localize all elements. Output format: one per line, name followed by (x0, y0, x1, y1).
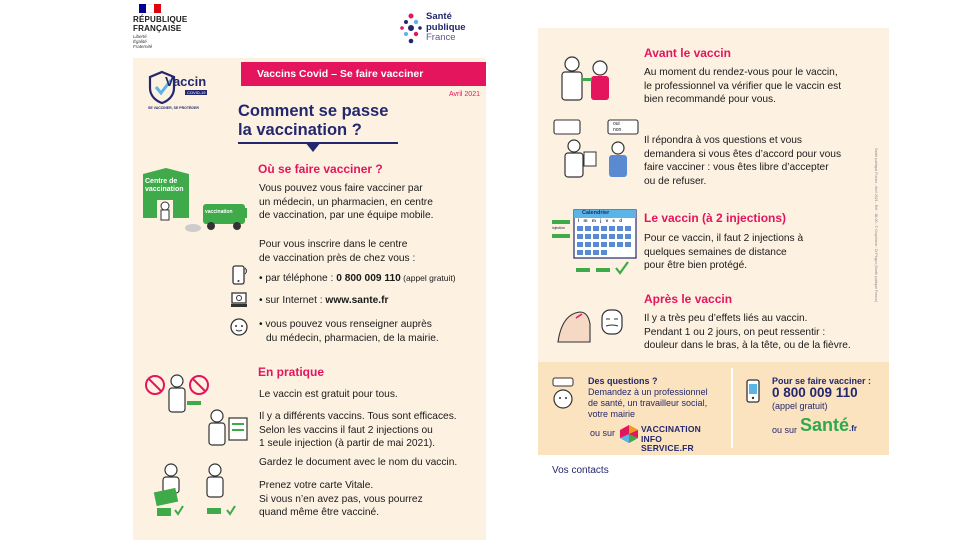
practice-keep: Gardez le document avec le nom du vaccin. (259, 457, 458, 468)
banner-title: Vaccins Covid – Se faire vacciner (241, 62, 486, 86)
vitale-card-illustration (151, 462, 251, 520)
republique-francaise-logo (133, 4, 213, 52)
practice-vitale: Prenez votre carte Vitale. Si vous n’en avez pas, vous pourrez quand même être vacciné. (259, 480, 423, 518)
or-on-label-1: ou sur (590, 428, 616, 438)
calendar-title: Calendrier (582, 210, 610, 216)
section-title-where: Où se faire vacciner ? (258, 162, 383, 176)
person-info-icon (229, 317, 249, 337)
questions-text: Demandez à un professionnel de santé, un travailleur social, votre mairie (588, 387, 708, 419)
marianne-flag-icon (139, 4, 161, 13)
questions-title: Des questions ? (588, 376, 658, 386)
vaccine-p: Pour ce vaccin, il faut 2 injections à quelques semaines de distance pour être bien protégé. (644, 233, 804, 271)
vaccination-info-service-icon (619, 424, 639, 444)
get-vaccinated-label: Pour se faire vacciner : (772, 376, 872, 386)
publication-date: Avril 2021 (448, 91, 480, 98)
calendar-days: l m m j v s d (578, 218, 622, 223)
arm-pain-illustration (554, 304, 626, 344)
practice-vaccines: Il y a différents vaccins. Tous sont efficaces. Selon les vaccins il faut 2 injections ou 1 seule injection (à partir de mai 2021). (259, 411, 457, 449)
section-title-before: Avant le vaccin (644, 46, 731, 60)
vos-contacts-label: Vos contacts (552, 465, 609, 476)
left-panel (133, 58, 486, 540)
internet-line: • sur Internet : www.sante.fr (259, 295, 389, 306)
legal-mentions: Santé publique France - Avril 2021 - Réf : 1B-00 - © Graphisme : Di Pégon (Santé publique France) (874, 148, 878, 303)
vaccination-info-service-link[interactable]: VACCINATION INFO SERVICE.FR (619, 424, 709, 446)
phone-icon (229, 264, 249, 286)
sante-publique-dots-icon (398, 12, 424, 46)
speech-bubble-tail (305, 142, 321, 152)
vaccin-covid-logo: Vaccin COVID-19 SE VACCINER, SE PROTÉGER (143, 70, 223, 114)
section-title-after: Après le vaccin (644, 292, 733, 306)
practice-free: Le vaccin est gratuit pour tous. (259, 389, 398, 400)
page-title: Comment se passe la vaccination ? (238, 102, 389, 139)
republique-title: RÉPUBLIQUE FRANÇAISE (133, 15, 188, 33)
sante-fr-link[interactable]: Santé.fr (800, 415, 858, 435)
consent-illustration (552, 118, 640, 182)
contact-phone-note: (appel gratuit) (772, 401, 828, 411)
contacts-divider (731, 368, 733, 448)
question-person-icon (551, 377, 575, 411)
before-p2: Il répondra à vos questions et vous demandera si vous êtes d’accord pour vous faire vacciner : vous êtes libre d’accepter ou de refuser. (644, 135, 842, 187)
injection-label-1: injection (552, 226, 565, 230)
republique-motto: Liberté Égalité Fraternité (133, 34, 153, 49)
after-p: Il y a très peu d’effets liés au vaccin. Pendant 1 ou 2 jours, on peut ressentir : douleur dans le bras, à la tête, ou de la fièvre. (644, 313, 851, 351)
center-sign: Centre de vaccination (145, 178, 184, 193)
section-title-vaccine: Le vaccin (à 2 injections) (644, 211, 787, 225)
phone-line: • par téléphone : 0 800 009 110 (appel gratuit) (259, 273, 456, 284)
sante-publique-france-logo: Santé publique France (398, 10, 478, 50)
computer-icon (229, 290, 249, 310)
before-p1: Au moment du rendez-vous pour le vaccin, le professionnel va vérifier que le vaccin est bien recommandé pour vous. (644, 67, 842, 105)
section-title-practice: En pratique (258, 365, 325, 379)
no-payment-illustration (141, 371, 211, 421)
signup-intro: Pour vous inscrire dans le centre de vaccination près de chez vous : (259, 239, 416, 264)
contact-phone-number[interactable]: 0 800 009 110 (772, 385, 858, 400)
consent-options: oui non (613, 121, 622, 133)
truck-sign: vaccination (205, 209, 233, 215)
info-line: • vous pouvez vous renseigner auprès du médecin, pharmacien, de la mairie. (259, 319, 439, 344)
or-on-label-2: ou sur (772, 425, 798, 435)
doctor-patient-illustration (554, 54, 616, 104)
where-intro: Vous pouvez vous faire vacciner par un médecin, un pharmacien, en centre de vaccination, par une équipe mobile. (259, 183, 434, 221)
phone-contact-icon (745, 378, 763, 406)
vaccine-document-illustration (203, 408, 253, 456)
